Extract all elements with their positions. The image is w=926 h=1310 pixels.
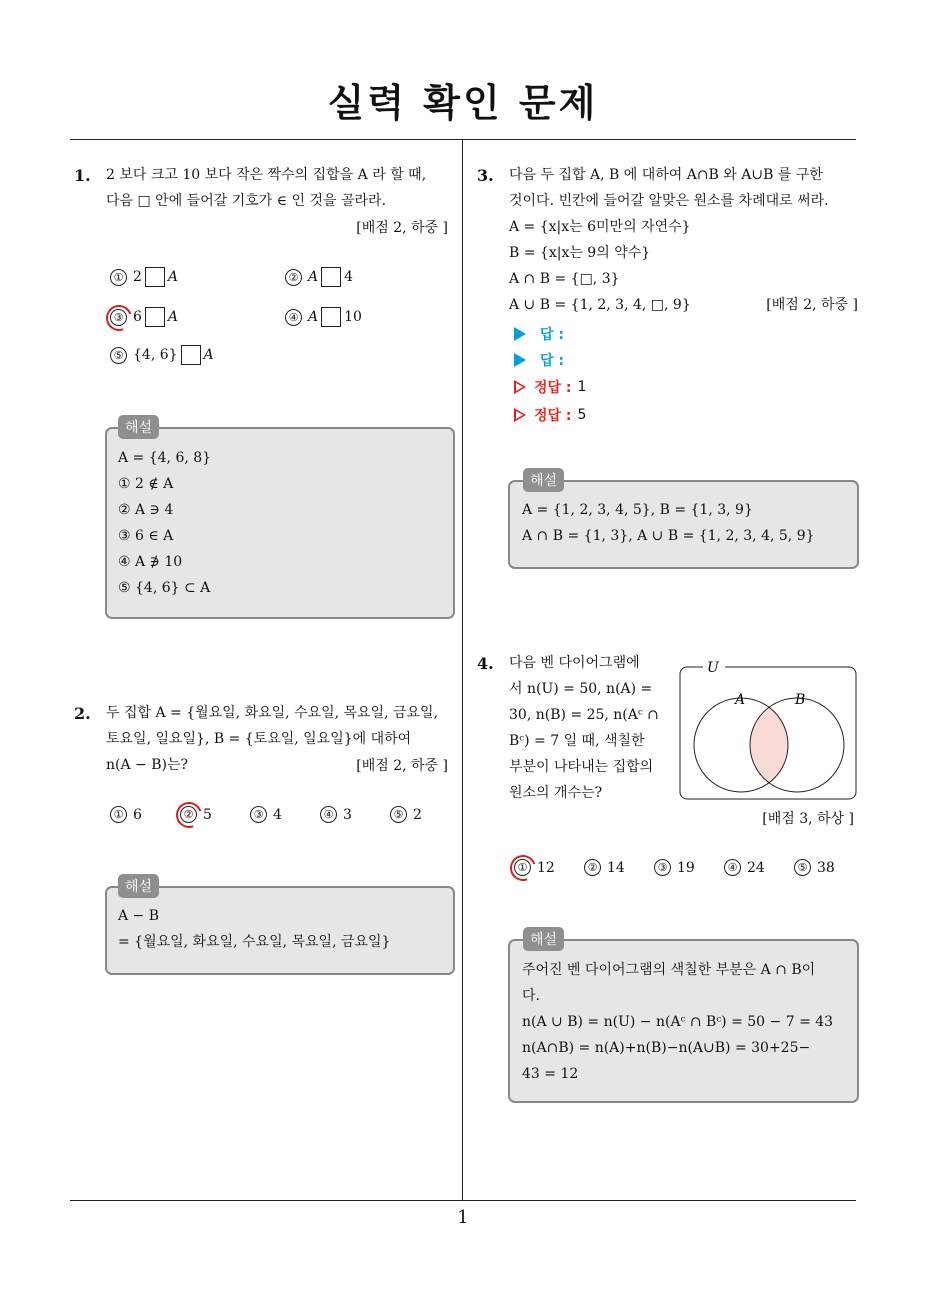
q2-option-2-number: ② [180, 806, 197, 823]
q4-option-1[interactable] [514, 859, 555, 876]
q3-answer-1[interactable] [514, 324, 574, 344]
question-2-line-3: n(A − B)는? [106, 757, 188, 773]
question-4-line: 서 n(U) = 50, n(A) = [509, 681, 653, 697]
q1-option-4-post: 10 [344, 309, 362, 325]
venn-label-u: U [707, 660, 719, 676]
q1-option-5-pre: {4, 6} [133, 347, 178, 363]
q3-correct-1 [514, 377, 586, 397]
answer-label: 답 : [540, 327, 564, 343]
q1-solution-line: ① 2 ∉ A [118, 476, 174, 492]
q2-option-2-value: 5 [203, 806, 212, 823]
q1-option-3-number: ③ [110, 309, 127, 326]
q2-option-3-number: ③ [250, 806, 267, 823]
blank-box [181, 345, 201, 365]
q4-option-5-value: 38 [817, 859, 835, 876]
q1-option-5[interactable] [110, 345, 214, 365]
blank-box [321, 267, 341, 287]
q1-option-5-post: A [203, 347, 214, 363]
question-3-score: [배점 2, 하중 ] [766, 297, 858, 313]
q2-solution-label: 해설 [118, 874, 159, 898]
q4-solution-line: n(A ∪ B) = n(U) − n(Aᶜ ∩ Bᶜ) = 50 − 7 = 43 [522, 1014, 834, 1030]
question-3-line-5: A ∩ B = {□, 3} [509, 271, 620, 287]
q1-option-1-pre: 2 [133, 269, 142, 285]
correct-label: 정답 : [534, 408, 572, 424]
bottom-rule [70, 1200, 856, 1201]
correct-value: 5 [577, 407, 587, 423]
question-4-number: 4. [477, 654, 494, 673]
q3-answer-2[interactable] [514, 350, 574, 370]
question-3-line-3: A = {x|x는 6미만의 자연수} [509, 219, 691, 235]
question-3-number: 3. [477, 166, 494, 185]
q2-option-4-value: 3 [343, 806, 352, 823]
blank-box [145, 307, 165, 327]
q4-option-4[interactable] [724, 859, 765, 876]
question-2-score: [배점 2, 하중 ] [356, 758, 448, 774]
answer-label: 답 : [540, 353, 564, 369]
question-2-line-1: 두 집합 A = {월요일, 화요일, 수요일, 목요일, 금요일, [106, 705, 439, 721]
q1-option-2-number: ② [285, 269, 302, 286]
q1-solution-label: 해설 [118, 415, 159, 439]
q4-solution-line: n(A∩B) = n(A)+n(B)−n(A∪B) = 30+25− [522, 1040, 811, 1056]
q4-solution-label: 해설 [523, 927, 564, 951]
page-number: 1 [457, 1207, 469, 1228]
question-4-line: 부분이 나타내는 집합의 [509, 759, 654, 775]
q4-option-5[interactable] [794, 859, 835, 876]
question-1-number: 1. [74, 166, 91, 185]
venn-diagram [679, 655, 859, 801]
selected-mark [102, 300, 137, 335]
question-1-score: [배점 2, 하중 ] [356, 220, 448, 236]
q2-option-3-value: 4 [273, 806, 282, 823]
selected-mark [172, 798, 207, 833]
q4-option-2[interactable] [584, 859, 625, 876]
play-outline-icon [514, 380, 526, 394]
page-title: 실력 확인 문제 [327, 81, 599, 125]
q1-solution-line: A = {4, 6, 8} [118, 450, 212, 466]
q1-option-3-pre: 6 [133, 309, 142, 325]
q4-option-1-number-wrap [514, 859, 537, 876]
question-2-line-2: 토요일, 일요일}, B = {토요일, 일요일}에 대하여 [106, 731, 412, 747]
q4-option-1-number: ① [514, 859, 531, 876]
q4-option-2-value: 14 [607, 859, 625, 876]
q2-option-1-number: ① [110, 806, 127, 823]
blank-box [145, 267, 165, 287]
q4-option-4-value: 24 [747, 859, 765, 876]
q1-option-5-number: ⑤ [110, 347, 127, 364]
question-4-line: 다음 벤 다이어그램에 [509, 655, 640, 671]
q4-option-4-number: ④ [724, 859, 741, 876]
q1-option-1[interactable] [110, 267, 178, 287]
q1-solution-line: ③ 6 ∈ A [118, 528, 174, 544]
column-divider [462, 139, 463, 1201]
q2-option-4-number: ④ [320, 806, 337, 823]
q3-solution-line: A = {1, 2, 3, 4, 5}, B = {1, 3, 9} [522, 502, 753, 518]
q1-option-2[interactable] [285, 267, 353, 287]
q1-option-2-post: 4 [344, 269, 354, 285]
q1-solution-body [118, 445, 211, 601]
q1-solution-line: ② A ∋ 4 [118, 502, 174, 518]
question-3-line-2: 것이다. 빈칸에 들어갈 알맞은 원소를 차례대로 써라. [509, 193, 829, 209]
q2-solution-line: = {월요일, 화요일, 수요일, 목요일, 금요일} [118, 934, 391, 950]
q1-option-3-number-wrap [110, 309, 133, 326]
q1-option-3[interactable] [110, 307, 178, 327]
q4-solution-line: 43 = 12 [522, 1066, 579, 1082]
q2-option-1-value: 6 [133, 806, 142, 823]
q2-option-5[interactable] [390, 806, 422, 823]
q2-solution-body [118, 903, 390, 955]
q1-option-1-number: ① [110, 269, 127, 286]
q3-solution-body [522, 497, 815, 549]
question-3-line-1: 다음 두 집합 A, B 에 대하여 A∩B 와 A∪B 를 구한 [509, 167, 823, 183]
q1-solution-line: ④ A ∌ 10 [118, 554, 183, 570]
q3-solution-label: 해설 [523, 468, 564, 492]
question-4-line: 30, n(B) = 25, n(Aᶜ ∩ [509, 707, 659, 723]
question-4-line: Bᶜ) = 7 일 때, 색칠한 [509, 733, 645, 749]
q1-option-4-pre: A [308, 309, 319, 325]
q2-solution-line: A − B [118, 908, 160, 924]
q4-option-3[interactable] [654, 859, 695, 876]
q4-solution-body [522, 957, 852, 1087]
q4-option-3-value: 19 [677, 859, 695, 876]
q1-option-3-post: A [167, 309, 179, 325]
q2-option-4[interactable] [320, 806, 352, 823]
q4-solution-line: 주어진 벤 다이어그램의 색칠한 부분은 A ∩ B이 [522, 962, 816, 978]
question-4-line: 원소의 개수는? [509, 785, 603, 801]
question-4-text [509, 650, 669, 806]
question-1-text [106, 162, 456, 214]
question-2-number: 2. [74, 704, 91, 723]
q2-option-3[interactable] [250, 806, 282, 823]
venn-label-b: B [795, 692, 806, 708]
q4-option-5-number: ⑤ [794, 859, 811, 876]
q2-option-2[interactable] [180, 806, 212, 823]
q2-option-5-number: ⑤ [390, 806, 407, 823]
q1-option-1-post: A [167, 269, 179, 285]
correct-label: 정답 : [534, 380, 572, 396]
q2-option-1[interactable] [110, 806, 142, 823]
play-icon [514, 327, 526, 341]
q1-solution-line: ⑤ {4, 6} ⊂ A [118, 580, 211, 596]
q4-solution-line: 다. [522, 988, 540, 1004]
question-3-line-4: B = {x|x는 9의 약수} [509, 245, 651, 261]
q3-solution-line: A ∩ B = {1, 3}, A ∪ B = {1, 2, 3, 4, 5, 9} [522, 528, 815, 544]
correct-value: 1 [577, 379, 587, 395]
q1-option-4[interactable] [285, 307, 362, 327]
play-icon [514, 353, 526, 367]
play-outline-icon [514, 408, 526, 422]
q4-option-2-number: ② [584, 859, 601, 876]
question-1-line-1: 2 보다 크고 10 보다 작은 짝수의 집합을 A 라 할 때, [106, 167, 427, 183]
q2-option-2-number-wrap [180, 806, 203, 823]
question-1-line-2: 다음 □ 안에 들어갈 기호가 ∈ 인 것을 골라라. [106, 193, 387, 209]
q4-option-1-value: 12 [537, 859, 555, 876]
q4-option-3-number: ③ [654, 859, 671, 876]
selected-mark [506, 851, 541, 886]
question-4-score: [배점 3, 하상 ] [762, 811, 854, 827]
q3-correct-2 [514, 405, 586, 425]
venn-label-a: A [735, 692, 746, 708]
q1-option-4-number: ④ [285, 309, 302, 326]
blank-box [321, 307, 341, 327]
question-3-line-6: A ∪ B = {1, 2, 3, 4, □, 9} [509, 297, 691, 313]
top-rule [70, 139, 856, 140]
q1-option-2-pre: A [308, 269, 319, 285]
q2-option-5-value: 2 [413, 806, 422, 823]
